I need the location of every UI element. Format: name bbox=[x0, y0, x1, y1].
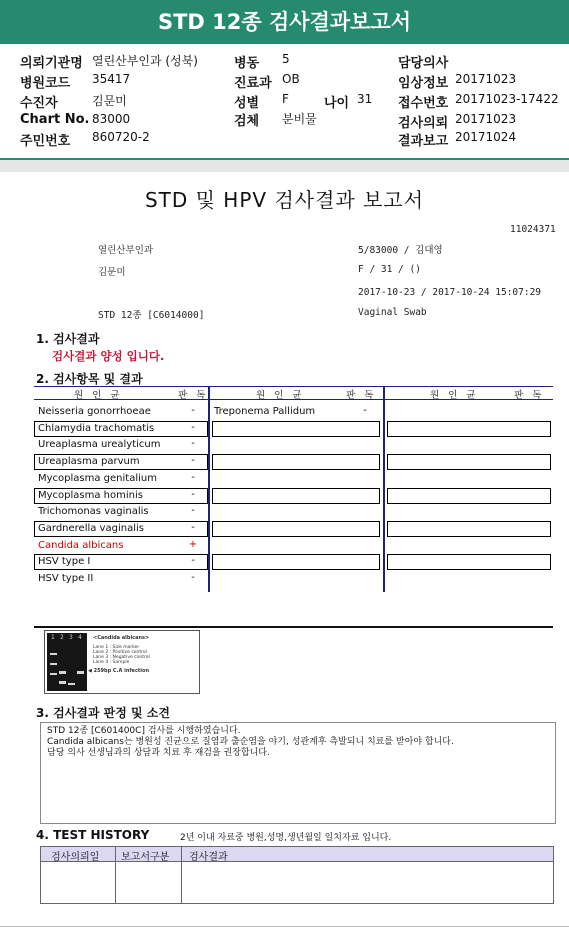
table-row bbox=[208, 404, 383, 420]
history-table bbox=[40, 846, 554, 904]
organism-name: Neisseria gonorrhoeae bbox=[38, 406, 151, 417]
gel-lane-number: 4 bbox=[78, 634, 82, 641]
history-table-header bbox=[41, 847, 553, 862]
specimen-label: 검체 bbox=[234, 114, 260, 129]
empty-result-box bbox=[387, 521, 551, 537]
organism-name: Treponema Pallidum bbox=[214, 406, 316, 417]
history-col-result: 검사결과 bbox=[189, 852, 228, 863]
gel-electrophoresis-image bbox=[44, 630, 200, 694]
result-date-value: 20171024 bbox=[455, 130, 517, 144]
section-3-title: 3. 검사결과 판정 및 소견 bbox=[36, 706, 170, 720]
section-2-title: 2. 검사항목 및 결과 bbox=[36, 372, 143, 386]
gel-band bbox=[50, 653, 57, 655]
age-value: 31 bbox=[357, 92, 373, 106]
column-divider bbox=[383, 386, 385, 592]
history-column-divider bbox=[181, 847, 182, 903]
header-judge-3: 판 독 bbox=[514, 390, 545, 401]
empty-result-box bbox=[212, 454, 380, 470]
empty-result-box bbox=[212, 421, 380, 437]
organism-result: + bbox=[188, 538, 198, 550]
organism-name: Mycoplasma genitalium bbox=[38, 472, 157, 484]
table-row bbox=[34, 437, 208, 453]
organism-result: - bbox=[191, 521, 195, 533]
organism-result: - bbox=[191, 572, 195, 583]
gel-lane-number: 3 bbox=[69, 634, 73, 641]
empty-result-box bbox=[387, 488, 551, 504]
opinion-box bbox=[40, 722, 556, 824]
opinion-line: 담당 의사 선생님과의 상담과 치료 후 재검을 권장합니다. bbox=[47, 748, 270, 758]
institution-value: 열린산부인과 (성북) bbox=[92, 54, 198, 68]
receipt-no-label: 접수번호 bbox=[398, 96, 449, 111]
header-organism-2: 원 인 균 bbox=[256, 390, 305, 401]
hospital-code-label: 병원코드 bbox=[20, 76, 71, 91]
table-row bbox=[34, 571, 208, 587]
table-row bbox=[34, 554, 208, 570]
empty-result-box bbox=[212, 521, 380, 537]
organism-result: - bbox=[191, 421, 195, 433]
organism-result: - bbox=[191, 455, 195, 467]
gel-lanes bbox=[47, 633, 87, 691]
organism-name: Chlamydia trachomatis bbox=[38, 422, 155, 434]
organism-result: - bbox=[191, 505, 195, 517]
section-4-title: 4. TEST HISTORY bbox=[36, 828, 150, 842]
organism-result: - bbox=[191, 405, 195, 416]
doctor-label: 담당의사 bbox=[398, 56, 449, 71]
report-patient: 김문미 bbox=[98, 267, 126, 278]
organism-name: Ureaplasma urealyticum bbox=[38, 439, 161, 451]
organism-name: Ureaplasma parvum bbox=[38, 456, 140, 468]
organism-name: Trichomonas vaginalis bbox=[38, 506, 149, 518]
clinical-info-label: 임상정보 bbox=[398, 76, 449, 91]
header-organism-1: 원 인 균 bbox=[74, 390, 123, 401]
gel-title: <Candida albicans> bbox=[93, 635, 150, 641]
section-1-result: 검사결과 양성 입니다. bbox=[52, 349, 165, 363]
header-judge-1: 판 독 bbox=[178, 390, 209, 401]
history-col-report-type: 보고서구분 bbox=[121, 852, 170, 863]
gel-lane-desc: Lane 1 : Size marker bbox=[93, 645, 140, 650]
gel-band bbox=[50, 673, 57, 675]
report-title: STD 및 HPV 검사결과 보고서 bbox=[144, 188, 425, 212]
rrn-label: 주민번호 bbox=[20, 134, 71, 149]
table-row bbox=[34, 504, 208, 520]
institution-label: 의뢰기관명 bbox=[20, 56, 83, 71]
table-row bbox=[34, 471, 208, 487]
department-value: OB bbox=[282, 72, 300, 86]
page-bottom-rule bbox=[0, 926, 569, 927]
organism-name: Candida albicans bbox=[38, 539, 124, 551]
organism-result: - bbox=[191, 438, 195, 450]
report-sex-age: F / 31 / () bbox=[358, 264, 421, 275]
patient-label: 수진자 bbox=[20, 96, 58, 111]
department-label: 진료과 bbox=[234, 76, 272, 91]
history-note: 2년 이내 자료중 병원,성명,생년월일 일치자료 입니다. bbox=[180, 833, 392, 843]
gel-divider bbox=[34, 626, 553, 628]
sex-value: F bbox=[282, 92, 289, 106]
clinical-info-value: 20171023 bbox=[455, 72, 517, 86]
gel-lane-number: 1 bbox=[51, 634, 55, 641]
gel-band bbox=[68, 683, 75, 685]
table-row bbox=[34, 521, 208, 537]
organism-result: - bbox=[363, 405, 367, 416]
request-date-value: 20171023 bbox=[455, 112, 517, 126]
report-banner-title: STD 12종 검사결과보고서 bbox=[0, 0, 569, 44]
opinion-line: STD 12종 [C601400C] 검사를 시행하였습니다. bbox=[47, 726, 241, 736]
report-specimen: Vaginal Swab bbox=[358, 307, 427, 318]
organism-name: HSV type II bbox=[38, 573, 94, 584]
gel-band bbox=[50, 663, 57, 665]
result-date-label: 결과보고 bbox=[398, 134, 449, 149]
chart-no-label: Chart No. bbox=[20, 112, 90, 127]
request-date-label: 검사의뢰 bbox=[398, 116, 449, 131]
report-id: 11024371 bbox=[510, 224, 556, 235]
gel-lane-desc: Lane 3 : Negative control bbox=[93, 655, 150, 660]
report-hospital: 열린산부인과 bbox=[98, 245, 154, 256]
empty-result-box bbox=[387, 454, 551, 470]
results-table bbox=[34, 386, 553, 592]
organism-name: HSV type I bbox=[38, 556, 91, 568]
empty-result-box bbox=[387, 554, 551, 570]
table-row bbox=[34, 421, 208, 437]
empty-result-box bbox=[212, 554, 380, 570]
empty-result-box bbox=[212, 488, 380, 504]
empty-result-box bbox=[387, 421, 551, 437]
hospital-code-value: 35417 bbox=[92, 72, 131, 86]
header-judge-2: 판 독 bbox=[346, 390, 377, 401]
patient-value: 김문미 bbox=[92, 94, 127, 108]
section-1-title: 1. 검사결과 bbox=[36, 332, 100, 346]
gel-band bbox=[59, 681, 66, 684]
rrn-value: 860720-2 bbox=[92, 130, 150, 144]
age-label: 나이 bbox=[324, 96, 350, 111]
gel-band bbox=[59, 671, 66, 674]
report-dates: 2017-10-23 / 2017-10-24 15:07:29 bbox=[358, 287, 542, 298]
results-table-header bbox=[34, 386, 553, 400]
chart-no-value: 83000 bbox=[92, 112, 131, 126]
gel-lane-desc: Lane 4 : Sample bbox=[93, 660, 130, 665]
section-divider bbox=[0, 158, 569, 172]
receipt-no-value: 20171023-17422 bbox=[455, 92, 559, 106]
specimen-value: 분비물 bbox=[282, 112, 317, 126]
history-col-request-date: 검사의뢰일 bbox=[51, 852, 100, 863]
header-organism-3: 원 인 균 bbox=[430, 390, 479, 401]
patient-info-block bbox=[0, 44, 569, 158]
gel-lane-number: 2 bbox=[60, 634, 64, 641]
sex-label: 성별 bbox=[234, 96, 260, 111]
table-row bbox=[34, 454, 208, 470]
ward-label: 병동 bbox=[234, 56, 260, 71]
organism-name: Gardnerella vaginalis bbox=[38, 522, 144, 534]
gel-band-label: ◀ 259bp C.A infection bbox=[88, 668, 150, 674]
table-row bbox=[34, 488, 208, 504]
ward-value: 5 bbox=[282, 52, 290, 66]
table-row bbox=[34, 404, 208, 420]
organism-name: Mycoplasma hominis bbox=[38, 489, 143, 501]
gel-lane-desc: Lane 2 : Positive control bbox=[93, 650, 147, 655]
organism-result: - bbox=[191, 488, 195, 500]
history-column-divider bbox=[115, 847, 116, 903]
report-test: STD 12종 [C6014000] bbox=[98, 310, 205, 321]
opinion-line: Candida albicans는 병원성 진균으로 질염과 출순염을 야기, 성관계후 측발되니 치료를 받아야 합니다. bbox=[47, 737, 454, 747]
organism-result: - bbox=[191, 471, 195, 483]
gel-band bbox=[77, 671, 84, 674]
organism-result: - bbox=[191, 555, 195, 567]
table-row bbox=[34, 538, 208, 554]
report-ward-doctor: 5/83000 / 김대영 bbox=[358, 245, 443, 256]
